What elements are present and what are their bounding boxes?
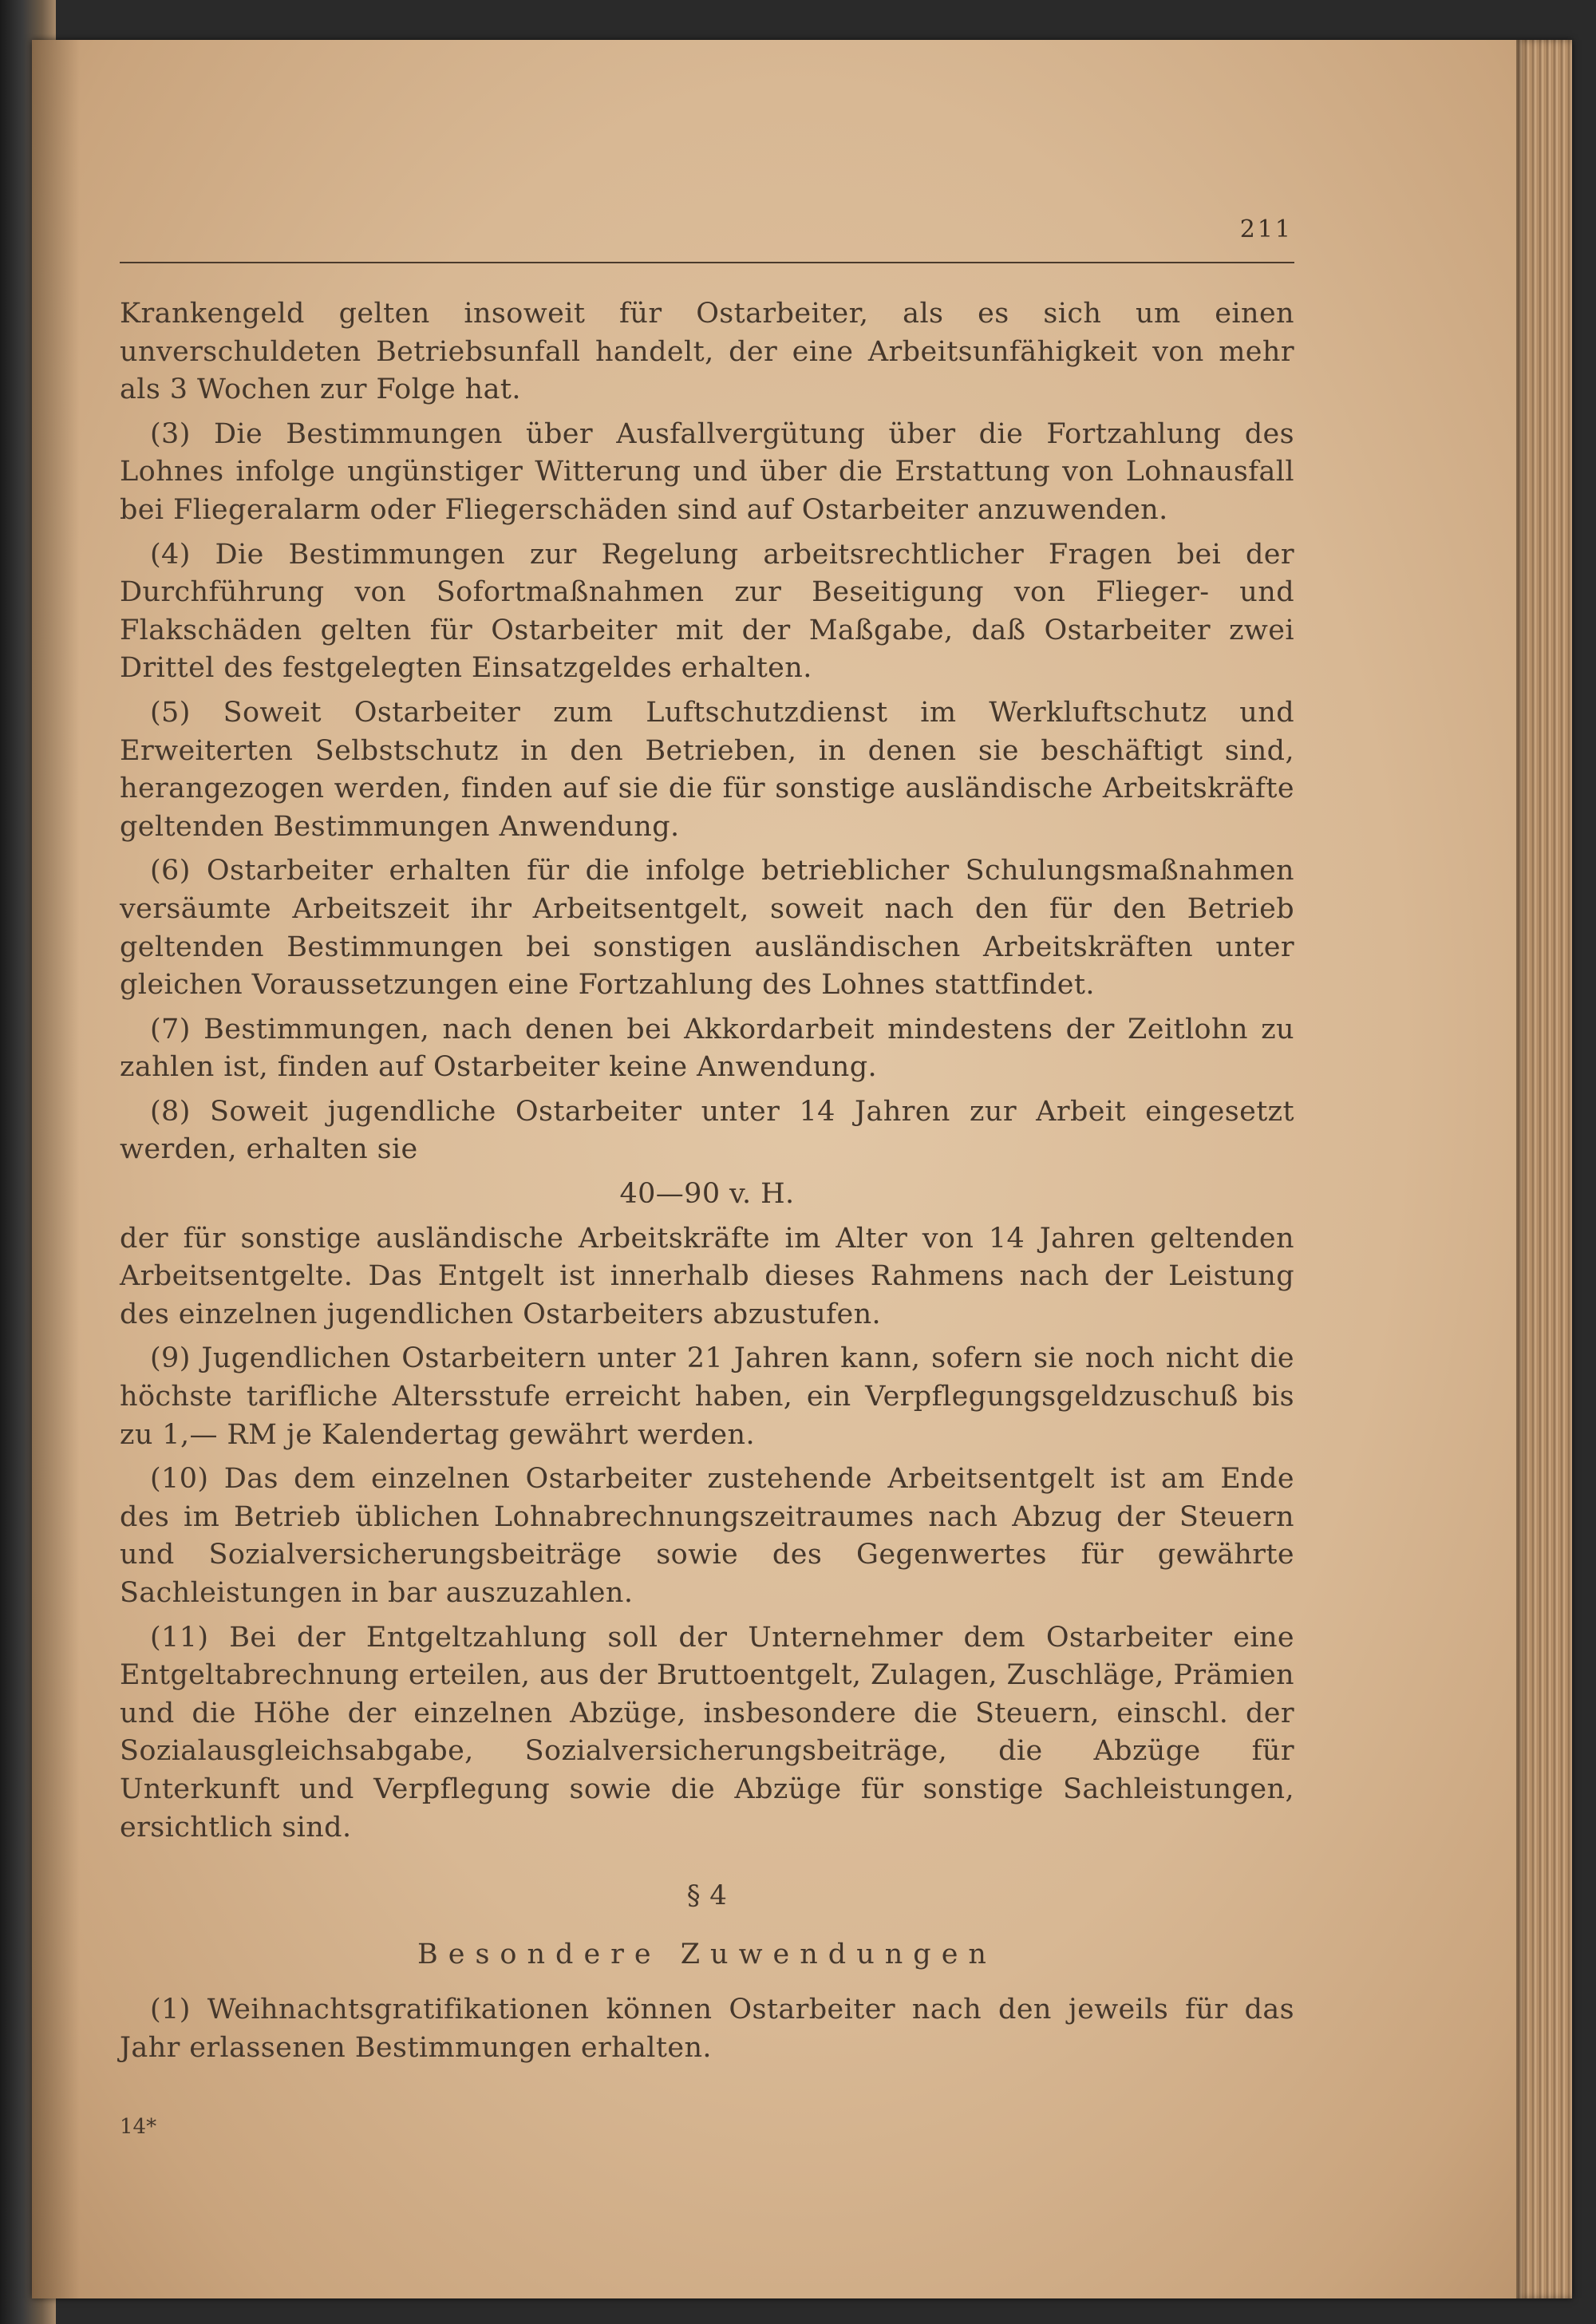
paragraph: (11) Bei der Entgeltzahlung soll der Unternehmer dem Ostarbeiter eine Entgeltabrechnung erteilen, aus der Bruttoentgelt, Zulagen, Zuschläge, Prämien und die Höhe der einzelnen Abzüge, insbesondere die Steuern, einschl. der Sozialausgleichsabgabe, Sozialversicherungsbeiträge, die Abzüge für Unterkunft und Verpflegung sowie die Abzüge für sonstige Sachleistungen, ersichtlich sind. bbox=[120, 1621, 1294, 1844]
paragraph: (10) Das dem einzelnen Ostarbeiter zustehende Arbeitsentgelt ist am Ende des im Betrieb üblichen Lohnabrechnungszeitraumes nach Abzug der Steuern und Sozialversicherungsbeiträge sowie des Gegenwertes für gewährte Sachleistungen in bar auszuzahlen. bbox=[120, 1463, 1294, 1609]
paragraph: (6) Ostarbeiter erhalten für die infolge betrieblicher Schulungsmaßnahmen versäumte Arbeitszeit ihr Arbeitsentgelt, soweit nach den für den Betrieb geltenden Bestimmungen bei sonstigen ausländischen Arbeitskräften unter gleichen Voraussetzungen eine Fortzahlung des Lohnes stattfindet. bbox=[120, 855, 1294, 1002]
paragraph: (3) Die Bestimmungen über Ausfallvergütung über die Fortzahlung des Lohnes infolge ungünstiger Witterung und über die Erstattung von Lohnausfall bei Fliegeralarm oder Fliegerschäden sind auf Ostarbeiter anzuwenden. bbox=[120, 417, 1294, 526]
centered-line: 40—90 v. H. bbox=[619, 1178, 795, 1211]
paragraph: (1) Weihnachtsgratifikationen können Ostarbeiter nach den jeweils für das Jahr erlassenen Bestimmungen erhalten. bbox=[120, 1994, 1294, 2064]
paragraph: (8) Soweit jugendliche Ostarbeiter unter 14 Jahren zur Arbeit eingesetzt werden, erhalten sie bbox=[120, 1095, 1294, 1166]
body-text bbox=[120, 295, 1294, 2074]
printer-signature-mark: 14* bbox=[120, 2115, 157, 2139]
page-gutter-shadow bbox=[32, 40, 80, 2298]
book-page bbox=[32, 40, 1572, 2298]
paragraph: (5) Soweit Ostarbeiter zum Luftschutzdienst im Werkluftschutz und Erweiterten Selbstschutz in den Betrieben, in denen sie beschäftigt sind, herangezogen werden, finden auf sie die für sonstige ausländische Arbeitskräfte geltenden Bestimmungen Anwendung. bbox=[120, 696, 1294, 843]
page-edges bbox=[1516, 40, 1572, 2298]
paragraph: (9) Jugendlichen Ostarbeitern unter 21 Jahren kann, sofern sie noch nicht die höchste tarifliche Altersstufe erreicht haben, ein Verpflegungsgeldzuschuß bis zu 1,— RM je Kalendertag gewährt werden. bbox=[120, 1342, 1294, 1451]
section-title: Besondere Zuwendungen bbox=[417, 1938, 997, 1970]
page-number: 211 bbox=[1239, 215, 1293, 243]
section-mark: § 4 bbox=[686, 1879, 728, 1912]
paragraph: der für sonstige ausländische Arbeitskräfte im Alter von 14 Jahren geltenden Arbeitsentgelte. Das Entgelt ist innerhalb dieses Rahmens nach der Leistung des einzelnen jugendlichen Ostarbeiters abzustufen. bbox=[120, 1222, 1294, 1330]
paragraph: Krankengeld gelten insoweit für Ostarbeiter, als es sich um einen unverschuldeten Betriebsunfall handelt, der eine Arbeitsunfähigkeit von mehr als 3 Wochen zur Folge hat. bbox=[120, 298, 1294, 406]
paragraph: (4) Die Bestimmungen zur Regelung arbeitsrechtlicher Fragen bei der Durchführung von Sofortmaßnahmen zur Beseitigung von Flieger- und Flakschäden gelten für Ostarbeiter mit der Maßgabe, daß Ostarbeiter zwei Drittel des festgelegten Einsatzgeldes erhalten. bbox=[120, 538, 1294, 685]
header-rule bbox=[120, 262, 1294, 263]
paragraph: (7) Bestimmungen, nach denen bei Akkordarbeit mindestens der Zeitlohn zu zahlen ist, finden auf Ostarbeiter keine Anwendung. bbox=[120, 1013, 1294, 1084]
